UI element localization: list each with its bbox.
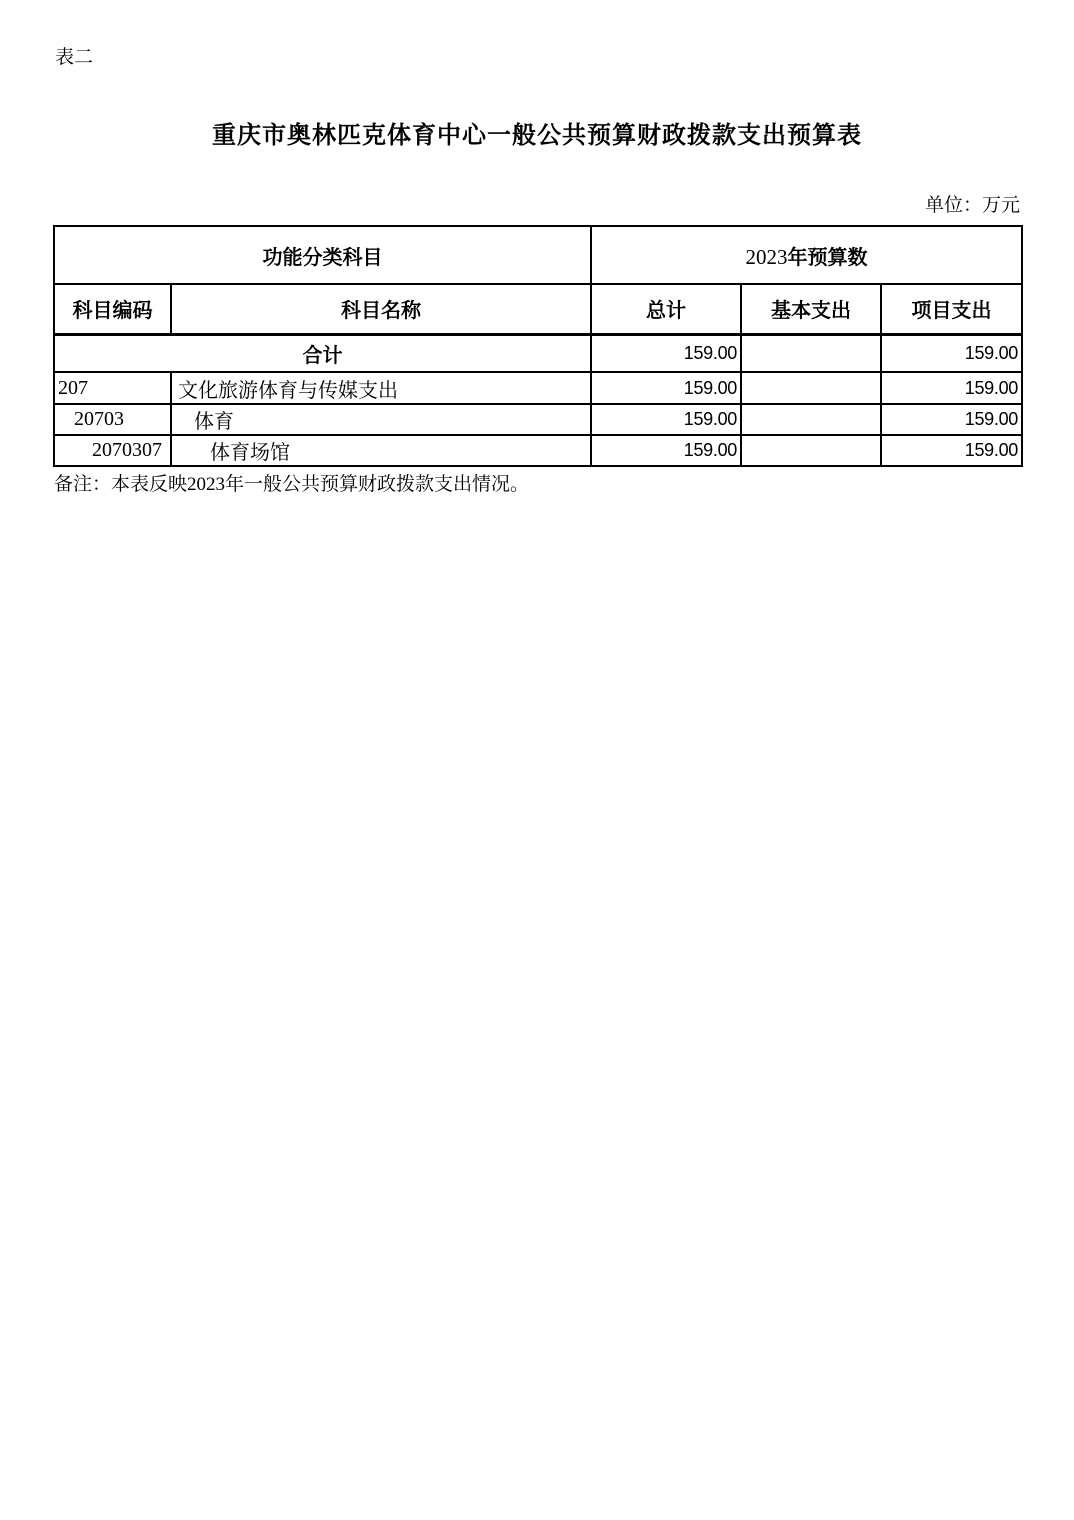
cell-total: 159.00 xyxy=(591,372,741,404)
summary-row xyxy=(54,334,1022,372)
cell-basic xyxy=(741,372,881,404)
cell-subject-code: 2070307 xyxy=(54,435,171,466)
summary-label: 合计 xyxy=(54,334,591,372)
table-row xyxy=(54,372,1022,404)
document-title: 重庆市奥林匹克体育中心一般公共预算财政拨款支出预算表 xyxy=(212,123,862,149)
cell-project: 159.00 xyxy=(881,435,1022,466)
summary-total: 159.00 xyxy=(591,334,741,372)
header-basic-expense: 基本支出 xyxy=(741,284,881,334)
cell-subject-name: 体育 xyxy=(171,404,591,435)
column-header-row xyxy=(54,284,1022,334)
corner-label: 表二 xyxy=(55,47,94,68)
budget-table xyxy=(53,225,1023,467)
table-row xyxy=(54,404,1022,435)
header-function-category: 功能分类科目 xyxy=(54,226,591,284)
header-budget-year-number: 2023 xyxy=(745,244,788,269)
header-budget-year xyxy=(591,226,1022,284)
header-project-expense: 项目支出 xyxy=(881,284,1022,334)
table-row xyxy=(54,435,1022,466)
cell-project: 159.00 xyxy=(881,404,1022,435)
summary-project: 159.00 xyxy=(881,334,1022,372)
header-budget-year-suffix: 年预算数 xyxy=(787,246,868,269)
header-subject-name: 科目名称 xyxy=(171,284,591,334)
group-header-row xyxy=(54,226,1022,284)
cell-subject-name: 体育场馆 xyxy=(171,435,591,466)
summary-basic xyxy=(741,334,881,372)
cell-subject-name: 文化旅游体育与传媒支出 xyxy=(171,372,591,404)
unit-label: 单位：万元 xyxy=(924,195,1020,216)
header-total: 总计 xyxy=(591,284,741,334)
header-subject-code: 科目编码 xyxy=(54,284,171,334)
cell-total: 159.00 xyxy=(591,435,741,466)
cell-subject-code: 207 xyxy=(54,372,171,404)
footnote: 备注：本表反映2023年一般公共预算财政拨款支出情况。 xyxy=(54,474,530,495)
cell-basic xyxy=(741,404,881,435)
cell-project: 159.00 xyxy=(881,372,1022,404)
cell-basic xyxy=(741,435,881,466)
cell-subject-code: 20703 xyxy=(54,404,171,435)
cell-total: 159.00 xyxy=(591,404,741,435)
